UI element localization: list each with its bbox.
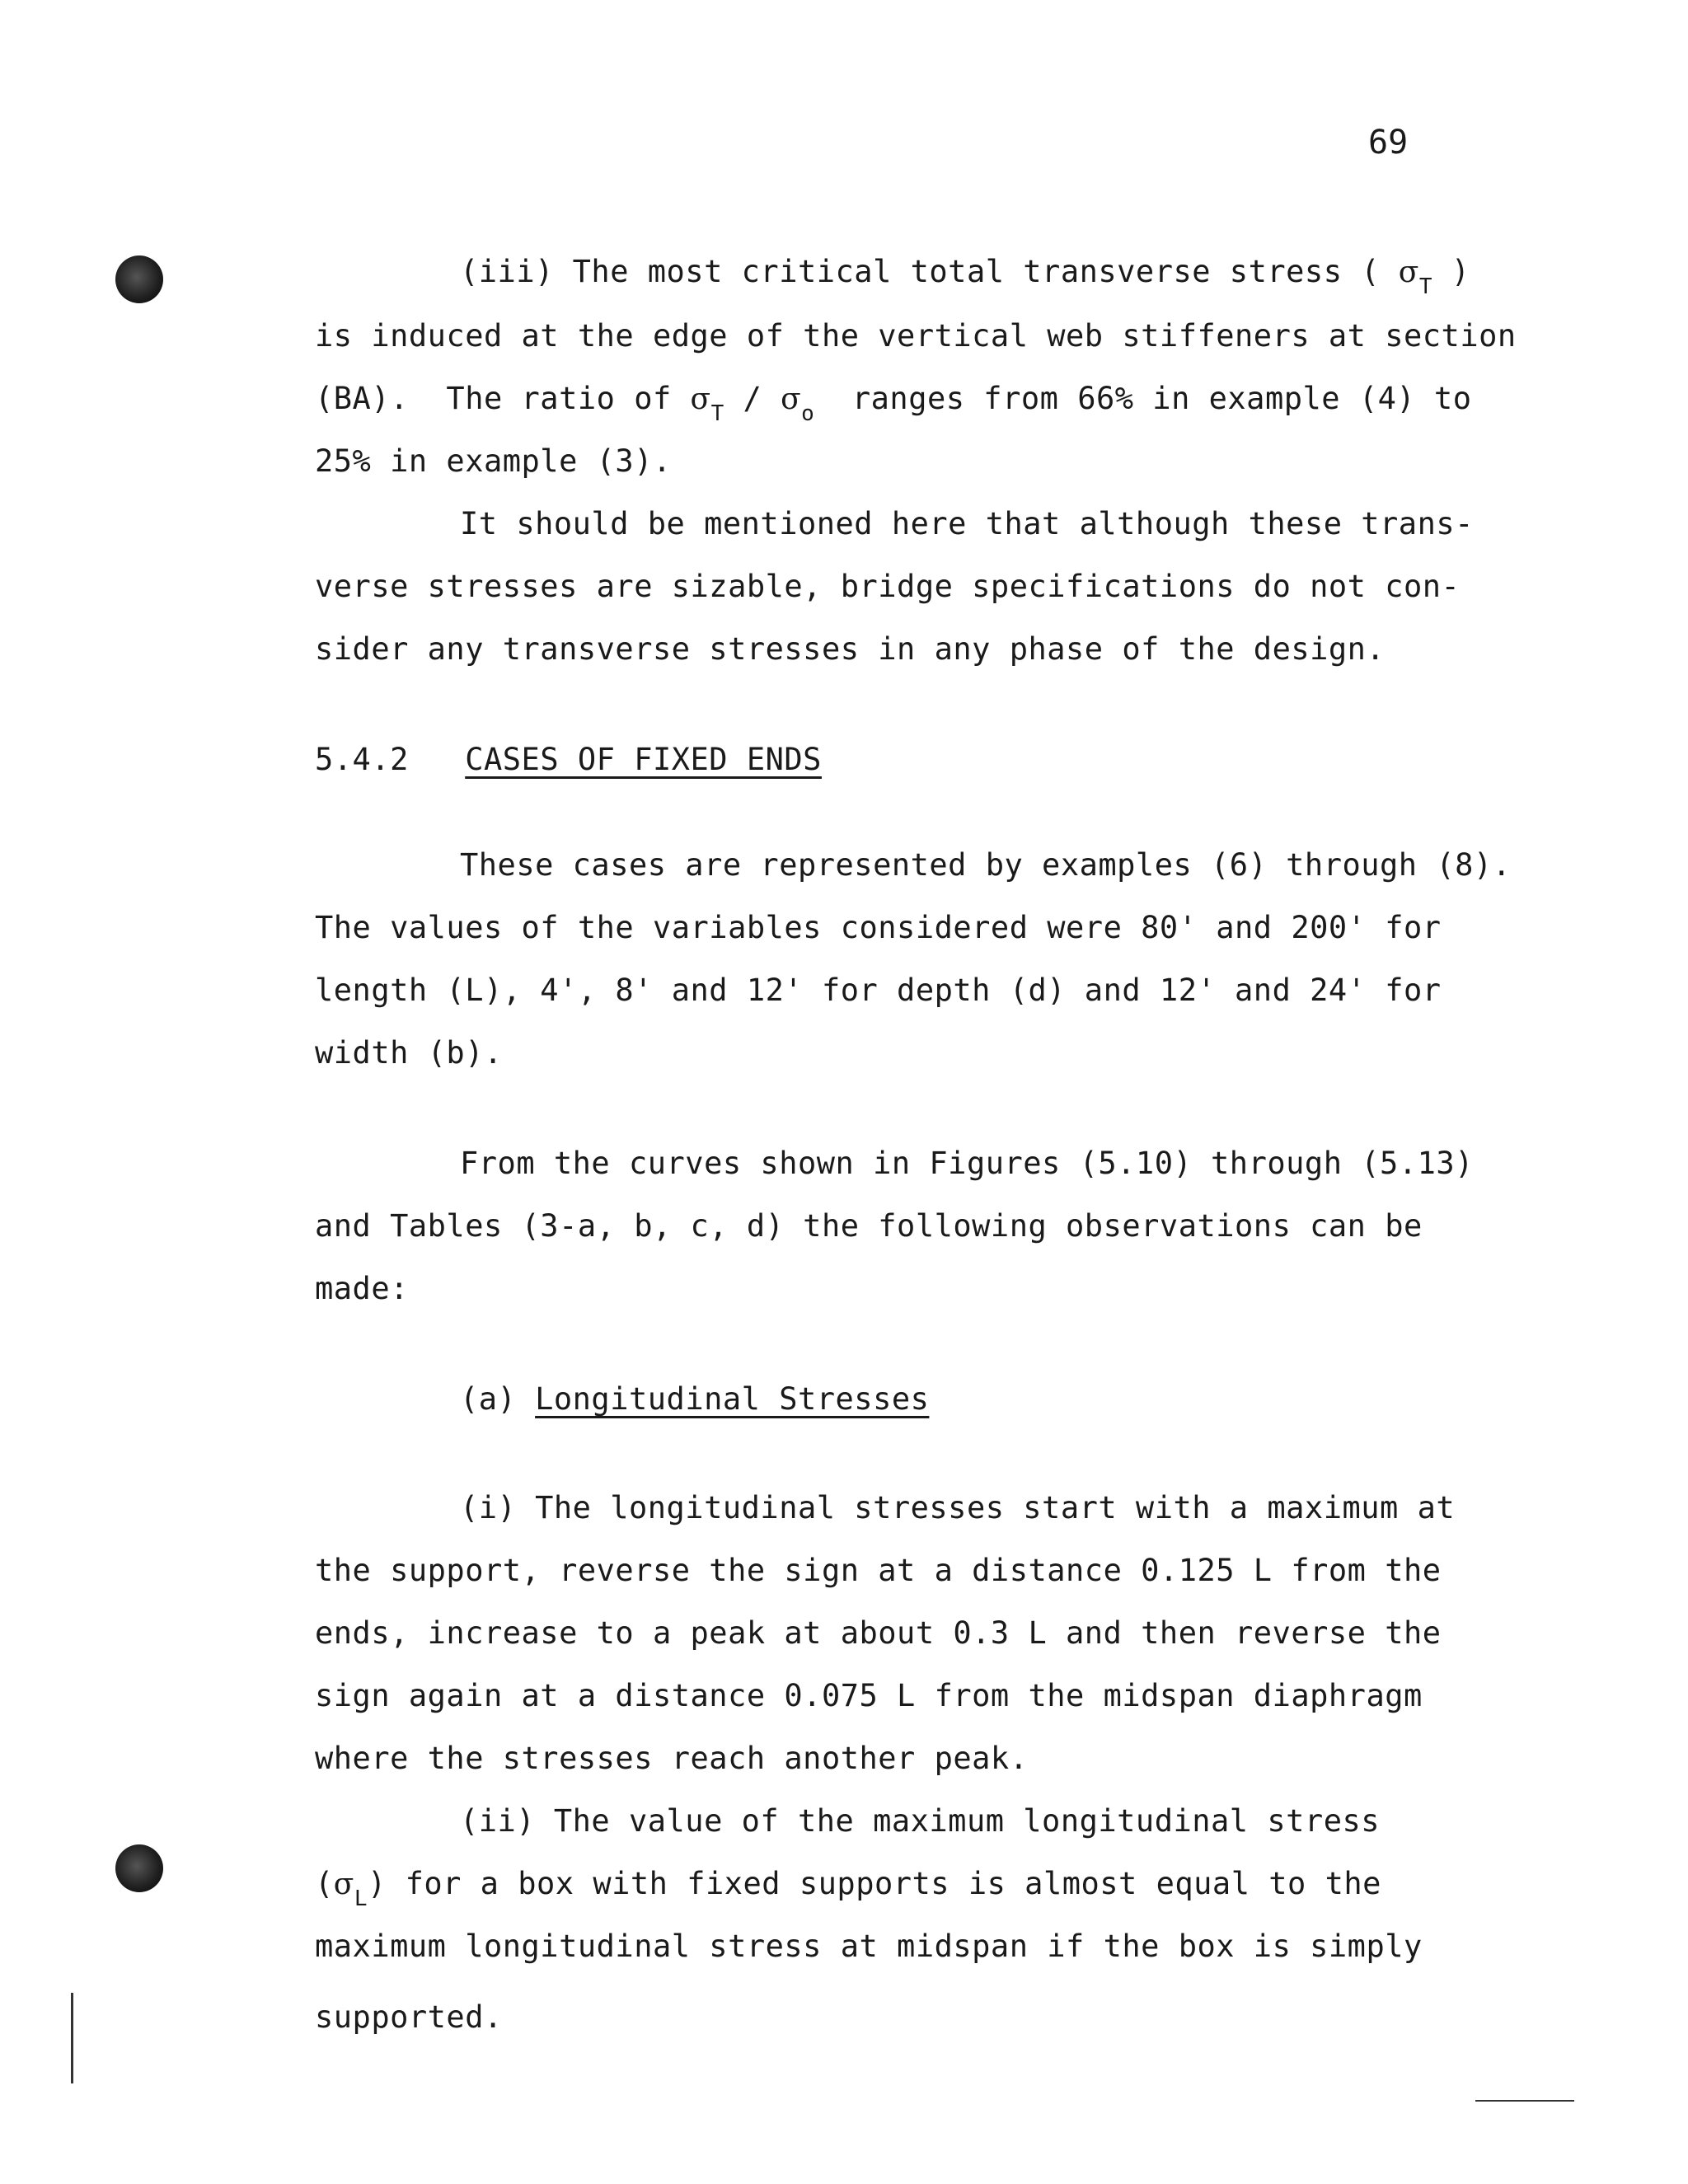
- paragraph-line: verse stresses are sizable, bridge specifications do not con-: [315, 569, 1461, 604]
- paragraph-line: (BA). The ratio of $\sigma_T / \sigma_o$ ranges from 66% in example (4) to: [315, 381, 1472, 426]
- paragraph-line: It should be mentioned here that although these trans-: [460, 506, 1474, 541]
- sigma-symbol: σ: [333, 1868, 354, 1901]
- paragraph-line: (ii) The value of the maximum longitudinal stress: [460, 1803, 1381, 1839]
- subscript: T: [710, 401, 724, 426]
- binder-hole-top: [115, 255, 163, 303]
- paragraph-line: sign again at a distance 0.075 L from the midspan diaphragm: [315, 1678, 1423, 1713]
- subheading: (a) Longitudinal Stresses: [460, 1381, 930, 1417]
- paragraph-line: From the curves shown in Figures (5.10) through (5.13): [460, 1146, 1474, 1181]
- subscript: o: [801, 401, 815, 426]
- paragraph-line: width (b).: [315, 1035, 503, 1071]
- paragraph-line: 25% in example (3).: [315, 443, 672, 479]
- paragraph-line: and Tables (3-a, b, c, d) the following observations can be: [315, 1208, 1423, 1244]
- paragraph-line: where the stresses reach another peak.: [315, 1741, 1029, 1776]
- section-title: CASES OF FIXED ENDS: [465, 742, 822, 777]
- paragraph-line: ends, increase to a peak at about 0.3 L and then reverse the: [315, 1615, 1442, 1651]
- paragraph-line: supported.: [315, 1999, 503, 2035]
- paragraph-line: The values of the variables considered were 80' and 200' for: [315, 910, 1442, 945]
- sigma-symbol: σ: [781, 382, 802, 416]
- section-number: 5.4.2: [315, 742, 409, 777]
- scan-edge-mark: [71, 1993, 73, 2083]
- subscript: T: [1418, 274, 1433, 299]
- section-heading: [315, 742, 822, 778]
- paragraph-line: (iii) The most critical total transverse stress ( $\sigma_T$ ): [460, 254, 1470, 299]
- paragraph-line: (i) The longitudinal stresses start with a maximum at: [460, 1490, 1456, 1526]
- sigma-symbol: σ: [690, 382, 711, 416]
- page-number: 69: [1368, 124, 1409, 162]
- paragraph-line: is induced at the edge of the vertical web stiffeners at section: [315, 318, 1517, 354]
- paragraph-line: maximum longitudinal stress at midspan if the box is simply: [315, 1929, 1423, 1964]
- paragraph-line: made:: [315, 1271, 409, 1306]
- subscript: L: [354, 1886, 368, 1911]
- subheading-title: Longitudinal Stresses: [535, 1381, 930, 1417]
- binder-hole-bottom: [115, 1844, 163, 1892]
- paragraph-line: length (L), 4', 8' and 12' for depth (d) and 12' and 24' for: [315, 972, 1442, 1008]
- sigma-symbol: σ: [1398, 255, 1419, 289]
- paragraph-line: sider any transverse stresses in any phase of the design.: [315, 631, 1386, 667]
- paragraph-line: $(\sigma_L)$ for a box with fixed supports is almost equal to the: [315, 1866, 1381, 1911]
- paragraph-line: These cases are represented by examples (6) through (8).: [460, 847, 1512, 883]
- scan-edge-mark: [1475, 2100, 1574, 2102]
- paragraph-line: the support, reverse the sign at a distance 0.125 L from the: [315, 1553, 1442, 1588]
